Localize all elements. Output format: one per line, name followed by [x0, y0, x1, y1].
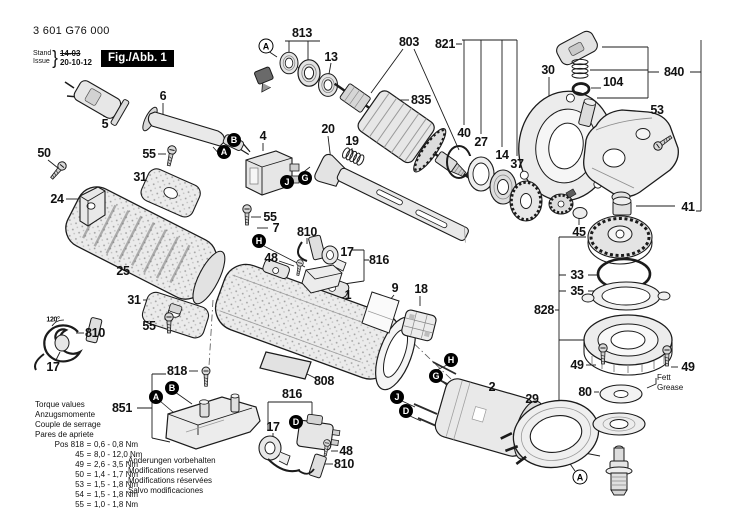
part-callout-840: 840 [664, 65, 684, 79]
part-callout-25: 25 [116, 264, 130, 278]
cable-sleeve-drawing [148, 112, 224, 146]
part-callout-80: 80 [578, 385, 592, 399]
part-callout-55: 55 [142, 147, 156, 161]
part-callout-17: 17 [266, 420, 280, 434]
current-date: 20-10-12 [59, 58, 93, 67]
part-callout-816: 816 [369, 253, 389, 267]
part-callout-2: 2 [488, 380, 496, 394]
part-callout-9: 9 [391, 281, 399, 295]
part-callout-6: 6 [159, 89, 167, 103]
part-callout-810: 810 [297, 225, 317, 239]
grease-note-line: Grease [657, 382, 684, 392]
part-callout-803: 803 [399, 35, 419, 49]
notice-line: Änderungen vorbehalten [128, 456, 216, 465]
part-callout-813: 813 [292, 26, 312, 40]
part-callout-33: 33 [570, 268, 584, 282]
part-callout-30: 30 [541, 63, 555, 77]
revision-brace: } [52, 46, 58, 69]
output-stack-drawing [582, 216, 672, 495]
part-callout-13: 13 [324, 50, 338, 64]
figure-label: Fig./Abb. 1 [101, 50, 174, 67]
spring-drawing [341, 147, 365, 166]
grease-note [657, 373, 683, 392]
part-callout-35: 35 [570, 284, 584, 298]
part-callout-5: 5 [101, 117, 109, 131]
assembly-marker-a: A [217, 145, 231, 159]
part-callout-55: 55 [142, 319, 156, 333]
assembly-marker-g: G [298, 171, 312, 185]
part-callout-45: 45 [572, 225, 586, 239]
assembly-marker-g: G [429, 369, 443, 383]
part-callout-20: 20 [321, 122, 335, 136]
issue-label: Issue [33, 58, 50, 65]
part-callout-31: 31 [133, 170, 147, 184]
part-callout-31: 31 [127, 293, 141, 307]
main-housing-drawing [208, 244, 428, 395]
torque-table [35, 400, 142, 510]
part-callout-14: 14 [495, 148, 509, 162]
notice-line: Modifications reserved [128, 466, 209, 475]
assembly-marker-h: H [444, 353, 458, 367]
drawing-header [33, 25, 174, 68]
part-callout-828: 828 [534, 303, 554, 317]
part-callout-810: 810 [85, 326, 105, 340]
part-callout-821: 821 [435, 37, 455, 51]
notice-line: Salvo modificaciones [128, 486, 204, 495]
part-callout-818: 818 [167, 364, 187, 378]
torque-row: 54 = 1,5 - 1,8 Nm [75, 490, 139, 499]
revision-block [33, 48, 174, 68]
part-callout-17: 17 [340, 245, 354, 259]
torque-title-line: Pares de apriete [35, 430, 94, 439]
torque-row: 45 = 8,0 - 12,0 Nm [75, 450, 143, 459]
part-callout-48: 48 [264, 251, 278, 265]
assembly-marker-d: D [289, 415, 303, 429]
part-callout-53: 53 [650, 103, 664, 117]
torque-title-line: Anzugsmomente [35, 410, 96, 419]
torque-row: Pos 818 = 0,6 - 0,8 Nm [54, 440, 139, 449]
part-callout-120deg: 120° [46, 316, 60, 324]
grease-note-line: Fett [657, 373, 671, 382]
part-callout-4: 4 [259, 129, 267, 143]
assembly-marker-b: B [165, 381, 179, 395]
torque-row: 49 = 2,6 - 3,5 Nm [75, 460, 139, 469]
part-callout-27: 27 [474, 135, 488, 149]
part-callout-810: 810 [334, 457, 354, 471]
torque-title-line: Couple de serrage [35, 420, 101, 429]
torque-row: 55 = 1,0 - 1,8 Nm [75, 500, 139, 509]
assembly-marker-j: J [390, 390, 404, 404]
power-cord-drawing [65, 76, 253, 156]
part-callout-19: 19 [345, 134, 359, 148]
part-callout-50: 50 [37, 146, 51, 160]
part-callout-49: 49 [681, 360, 695, 374]
stand-label: Stand [33, 49, 52, 57]
part-callout-37: 37 [510, 157, 524, 171]
assembly-marker-h: H [252, 234, 266, 248]
part-callout-1: 1 [344, 288, 352, 302]
part-callout-41: 41 [681, 200, 695, 214]
part-callout-29: 29 [525, 392, 539, 406]
part-callout-24: 24 [50, 192, 64, 206]
part-callout-55: 55 [263, 210, 277, 224]
part-callout-40: 40 [457, 126, 471, 140]
type-number: 3 601 G76 000 [33, 25, 110, 37]
assembly-marker-b: B [227, 133, 241, 147]
part-callout-104: 104 [603, 75, 623, 89]
part-callout-816: 816 [282, 387, 302, 401]
assembly-marker-j: J [280, 175, 294, 189]
torque-table-rows [35, 440, 142, 510]
part-callout-808: 808 [314, 374, 334, 388]
modification-notices [128, 456, 216, 496]
torque-row: 53 = 1,5 - 1,8 Nm [75, 480, 139, 489]
switch-base-drawing [166, 394, 260, 449]
switch-block-drawing [246, 151, 299, 195]
part-callout-851: 851 [112, 401, 132, 415]
part-callout-7: 7 [272, 221, 280, 235]
part-callout-48: 48 [339, 444, 353, 458]
assembly-marker-d: D [399, 404, 413, 418]
torque-row: 50 = 1,4 - 1,7 Nm [75, 470, 139, 479]
superseded-date: 14-03 [59, 48, 81, 58]
assembly-marker-a: A [149, 390, 163, 404]
notice-line: Modifications réservées [128, 476, 213, 485]
part-callout-18: 18 [414, 282, 428, 296]
assembly-marker-a: A [573, 470, 588, 485]
torque-title-line: Torque values [35, 400, 85, 409]
bearing-cap-drawing [613, 197, 631, 215]
assembly-marker-a: A [259, 39, 274, 54]
part-callout-835: 835 [411, 93, 431, 107]
spindle-drawing [606, 446, 632, 495]
part-callout-49: 49 [570, 358, 584, 372]
part-callout-17: 17 [46, 360, 60, 374]
